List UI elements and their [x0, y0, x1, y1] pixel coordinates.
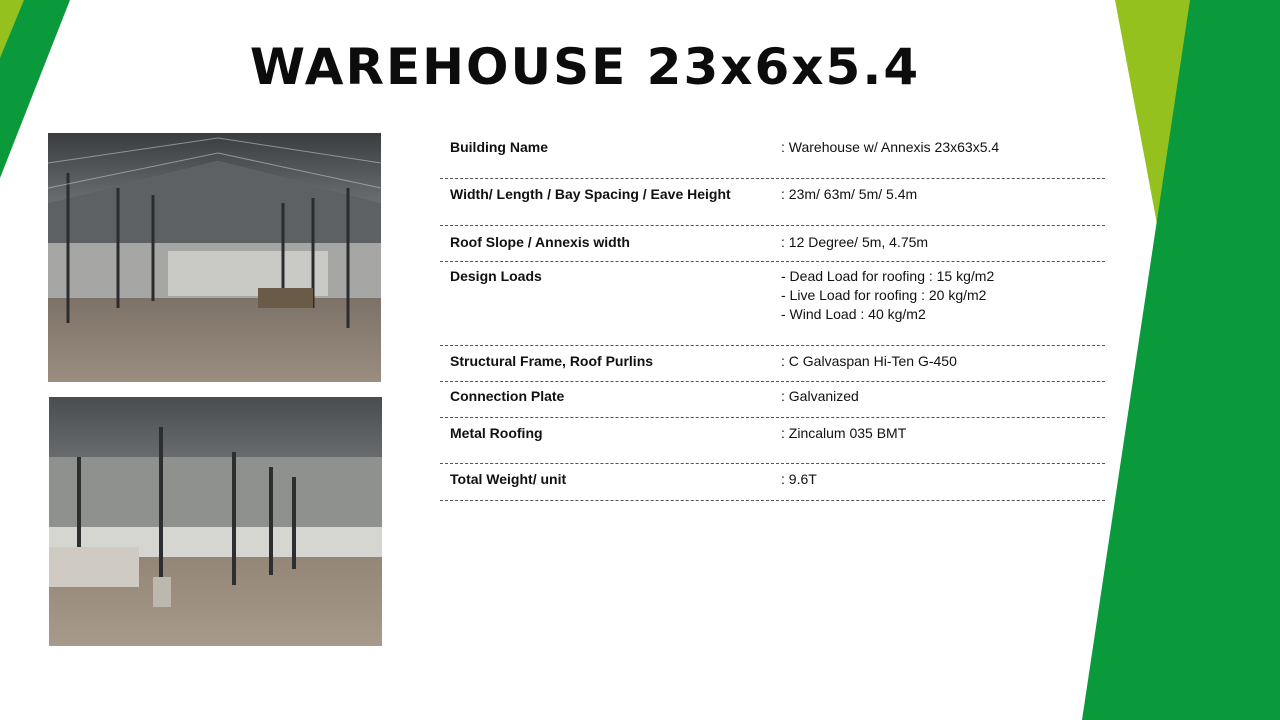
spec-value: : 23m/ 63m/ 5m/ 5.4m: [781, 186, 918, 202]
warehouse-interior-photo-1: [48, 133, 381, 382]
spec-row-roof-slope: [440, 226, 1105, 262]
spec-value: : Galvanized: [781, 388, 859, 404]
specification-table: [440, 130, 1105, 501]
spec-row-dimensions: [440, 179, 1105, 226]
spec-value: : 9.6T: [781, 471, 817, 487]
spec-row-connection-plate: [440, 382, 1105, 418]
spec-value: - Dead Load for roofing : 15 kg/m2 - Live Load for roofing : 20 kg/m2 - Wind Load : 40 kg/m2: [781, 268, 995, 322]
spec-value: : 12 Degree/ 5m, 4.75m: [781, 234, 929, 250]
spec-label: Metal Roofing: [450, 425, 543, 441]
spec-label: Structural Frame, Roof Purlins: [450, 353, 654, 369]
spec-label: Connection Plate: [450, 388, 565, 404]
spec-row-structural-frame: [440, 346, 1105, 382]
spec-label: Total Weight/ unit: [450, 471, 567, 487]
spec-value: : Zincalum 035 BMT: [781, 425, 907, 441]
slide-title: WAREHOUSE 23x6x5.4: [249, 38, 921, 96]
spec-value: : Warehouse w/ Annexis 23x63x5.4: [781, 139, 1000, 155]
spec-label: Width/ Length / Bay Spacing / Eave Height: [450, 186, 731, 202]
spec-label: Design Loads: [450, 268, 542, 284]
spec-row-design-loads: [440, 262, 1105, 346]
spec-row-total-weight: [440, 464, 1105, 501]
spec-value: : C Galvaspan Hi-Ten G-450: [781, 353, 957, 369]
spec-label: Building Name: [450, 139, 549, 155]
spec-label: Roof Slope / Annexis width: [450, 234, 630, 250]
warehouse-interior-photo-2: [49, 397, 382, 646]
spec-row-building-name: [440, 130, 1105, 179]
spec-row-metal-roofing: [440, 418, 1105, 464]
